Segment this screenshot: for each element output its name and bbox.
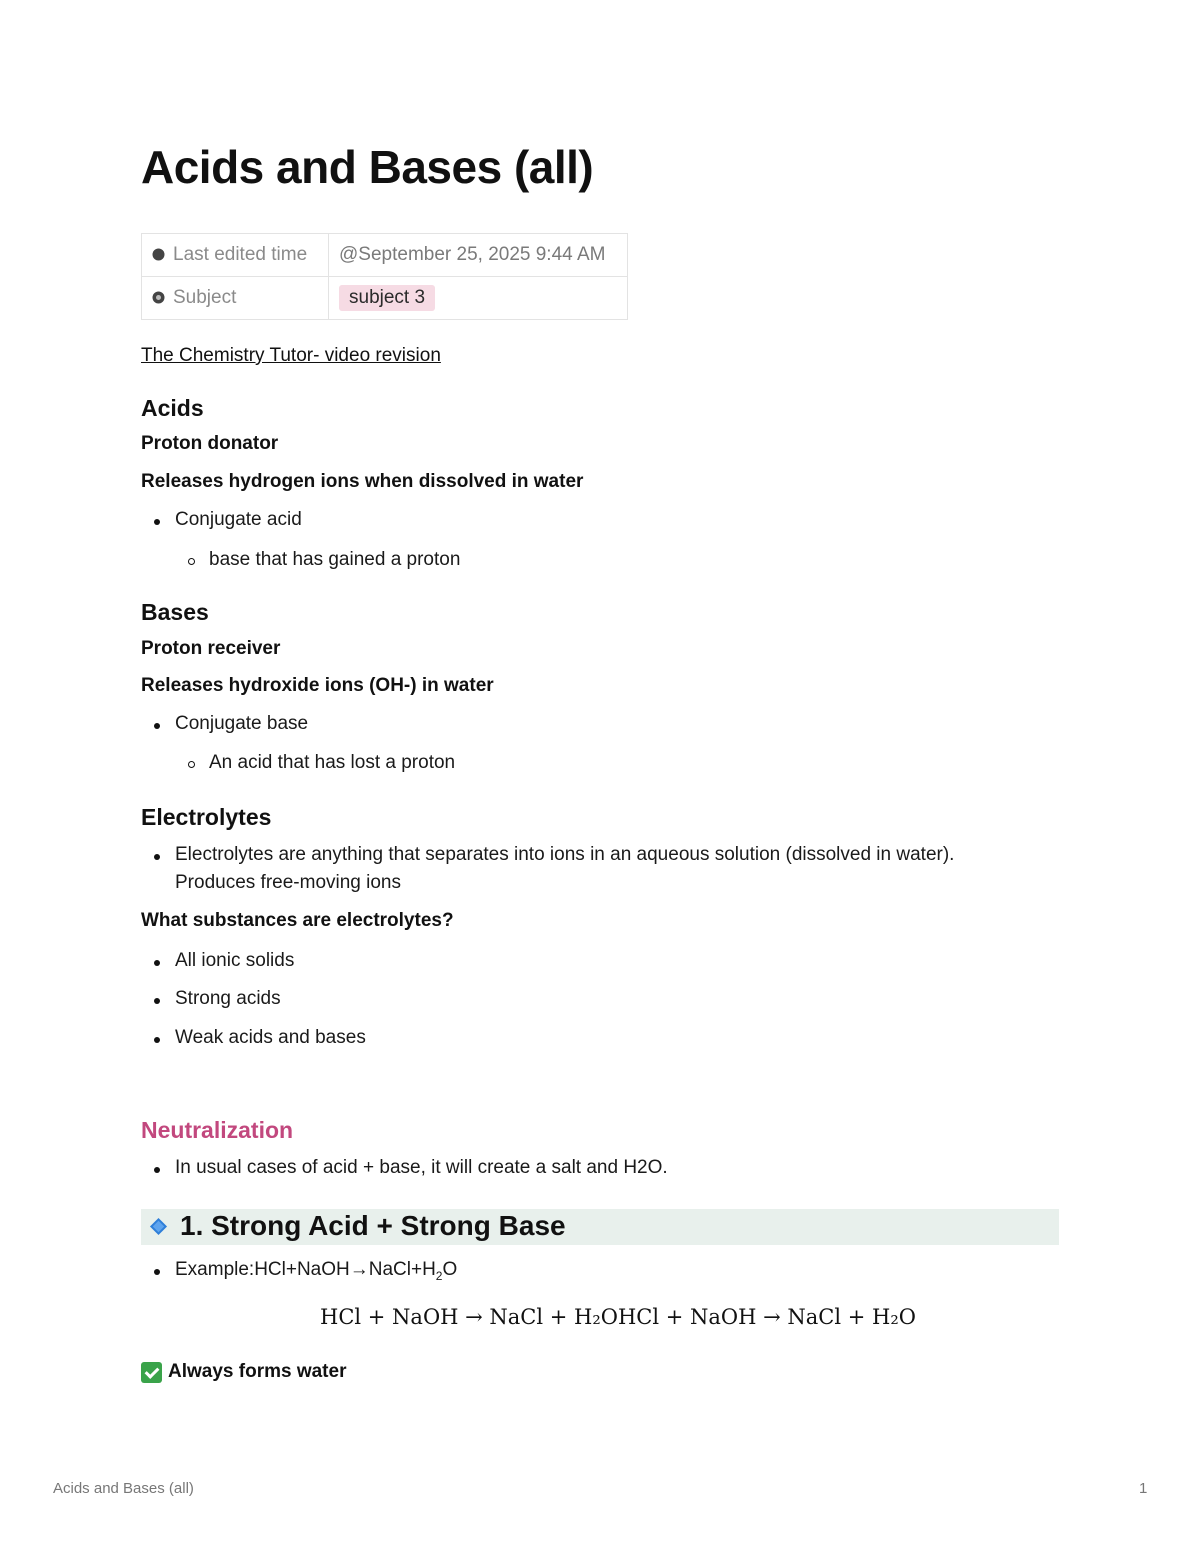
property-row-subject — [142, 277, 628, 320]
example-subscript: 2 — [435, 1268, 443, 1283]
footer-title: Acids and Bases (all) — [53, 1480, 194, 1497]
property-value[interactable]: @September 25, 2025 9:44 AM — [329, 234, 628, 277]
page-title: Acids and Bases (all) — [141, 141, 594, 193]
example-prefix: Example:HCl+NaOH→NaCl+H — [175, 1259, 436, 1280]
electrolytes-heading: Electrolytes — [141, 804, 272, 830]
list-item: Electrolytes are anything that separates into ions in an aqueous solution (dissolved in water). — [175, 844, 955, 865]
list-item: In usual cases of acid + base, it will create a salt and H2O. — [175, 1157, 668, 1178]
page-number: 1 — [1139, 1480, 1148, 1497]
acids-heading: Acids — [141, 395, 204, 421]
property-value[interactable] — [329, 277, 628, 320]
subject-tag[interactable]: subject 3 — [339, 285, 435, 311]
list-item: Conjugate acid — [175, 509, 302, 530]
blue-diamond-icon — [149, 1217, 168, 1236]
list-item: Strong acids — [175, 988, 281, 1009]
list-item: Conjugate base — [175, 713, 309, 734]
example-suffix: O — [442, 1259, 458, 1280]
property-row-last-edited — [142, 234, 628, 277]
video-revision-link[interactable]: The Chemistry Tutor- video revision — [141, 345, 441, 366]
list-item-continuation: Produces free-moving ions — [175, 872, 401, 893]
acids-line-2: Releases hydrogen ions when dissolved in water — [141, 471, 584, 492]
list-item: Weak acids and bases — [175, 1027, 366, 1048]
example-item — [175, 1259, 457, 1283]
property-key-label: Last edited time — [173, 244, 308, 265]
list-item: An acid that has lost a proton — [209, 752, 456, 773]
property-key — [142, 234, 329, 277]
bases-line-1: Proton receiver — [141, 638, 281, 659]
equation: HCl + NaOH → NaCl + H₂OHCl + NaOH → NaCl + H₂O — [320, 1305, 916, 1329]
list-item: base that has gained a proton — [209, 549, 461, 570]
property-key-label: Subject — [173, 287, 237, 308]
select-icon — [152, 291, 165, 304]
clock-icon — [152, 248, 165, 261]
bases-heading: Bases — [141, 599, 209, 625]
bases-line-2: Releases hydroxide ions (OH-) in water — [141, 675, 494, 696]
property-key — [142, 277, 329, 320]
list-item: All ionic solids — [175, 950, 295, 971]
acids-line-1: Proton donator — [141, 433, 279, 454]
electrolytes-question: What substances are electrolytes? — [141, 910, 454, 931]
properties-table — [141, 233, 628, 320]
note-always-forms-water: Always forms water — [168, 1361, 347, 1382]
check-mark-icon — [141, 1362, 162, 1383]
neutralization-heading: Neutralization — [141, 1117, 294, 1143]
callout-heading: 1. Strong Acid + Strong Base — [180, 1210, 566, 1241]
